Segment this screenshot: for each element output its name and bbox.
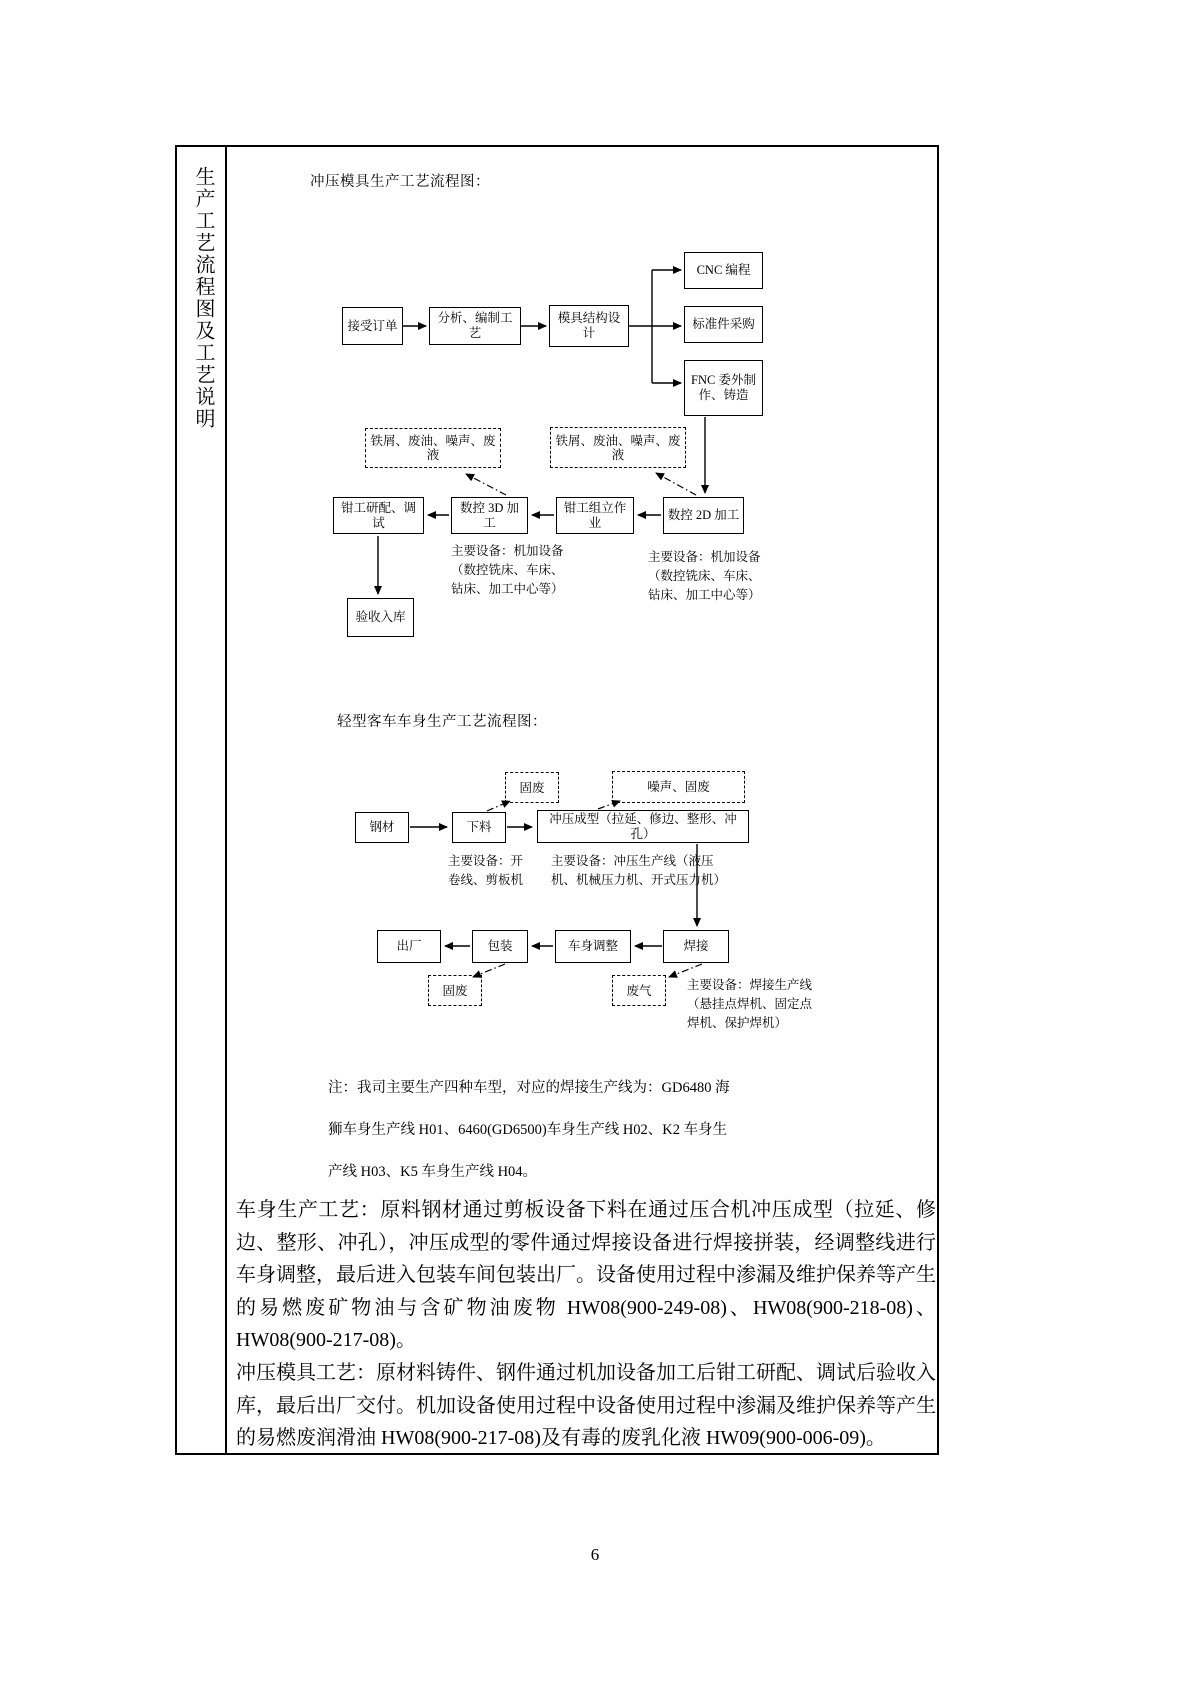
fc2-node-packing: 包装 [472, 930, 528, 963]
fc2-waste-noise-solid: 噪声、固废 [612, 771, 745, 803]
note-line-3: 产线 H03、K5 车身生产线 H04。 [328, 1164, 538, 1180]
page-number: 6 [590, 1545, 600, 1564]
fc2-node-body-adjust: 车身调整 [555, 930, 631, 963]
fc2-title: 轻型客车车身生产工艺流程图： [337, 714, 547, 730]
fc1-node-cnc-2d-machining: 数控 2D 加工 [663, 497, 744, 534]
note-line-1: 注：我司主要生产四种车型，对应的焊接生产线为：GD6480 海 [328, 1080, 730, 1096]
fc1-node-fitter-assembly: 钳工组立作业 [556, 497, 634, 534]
fc1-node-fitter-match-debug: 钳工研配、调试 [333, 497, 424, 534]
fc2-node-welding: 焊接 [663, 930, 729, 963]
table-column-divider [225, 145, 227, 1455]
fc2-equipment-note-blanking: 主要设备：开卷线、剪板机 [448, 854, 524, 887]
fc2-waste-solid-packing: 固废 [428, 975, 482, 1006]
fc1-node-die-structure-design: 模具结构设计 [549, 305, 629, 347]
fc2-node-blanking: 下料 [452, 812, 506, 843]
fc1-node-cnc-3d-machining: 数控 3D 加工 [451, 497, 528, 534]
fc2-node-shipping: 出厂 [377, 930, 441, 963]
body-paragraph-die-process: 冲压模具工艺：原材料铸件、钢件通过机加设备加工后钳工研配、调试后验收入库，最后出厂交付。机加设备使用过程中设备使用过程中渗漏及维护保养等产生的易燃废润滑油 HW08(900-217-08)及有毒的废乳化液 HW09(900-006-09)。 [236, 1361, 936, 1450]
fc1-node-cnc-programming: CNC 编程 [684, 252, 763, 289]
fc2-waste-solid-blanking: 固废 [505, 772, 559, 803]
fc1-equipment-note-2d: 主要设备：机加设备（数控铣床、车床、钻床、加工中心等） [648, 550, 761, 602]
fc2-node-stamping: 冲压成型（拉延、修边、整形、冲孔） [537, 810, 749, 843]
body-paragraph-body-process: 车身生产工艺：原料钢材通过剪板设备下料在通过压合机冲压成型（拉延、修边、整形、冲孔），冲压成型的零件通过焊接设备进行焊接拼装，经调整线进行车身调整，最后进入包装车间包装出厂。设备使用过程中渗漏及维护保养等产生的易燃废矿物油与含矿物油废物 HW08(900-249-08)、HW08(900-218-08)、HW08(900-217-08)。 [236, 1199, 936, 1352]
note-line-2: 狮车身生产线 H01、6460(GD6500)车身生产线 H02、K2 车身生 [328, 1122, 728, 1138]
fc1-node-receive-order: 接受订单 [342, 307, 403, 345]
fc1-title: 冲压模具生产工艺流程图： [310, 174, 490, 190]
fc1-node-standard-parts-purchase: 标准件采购 [684, 306, 763, 343]
fc1-node-inspect-warehouse: 验收入库 [347, 598, 414, 637]
fc2-equipment-note-stamping: 主要设备：冲压生产线（液压机、机械压力机、开式压力机） [551, 854, 727, 887]
fc1-node-fnc-outsourcing-casting: FNC 委外制作、铸造 [684, 360, 763, 416]
body-text [236, 1194, 936, 1455]
sidebar-vertical-title: 生产工艺流程图及工艺说明 [192, 166, 214, 430]
fc1-waste-box-right: 铁屑、废油、噪声、废液 [550, 427, 686, 468]
fc1-node-analyze-process: 分析、编制工艺 [429, 307, 521, 345]
fc1-waste-box-left: 铁屑、废油、噪声、废液 [365, 428, 501, 468]
fc2-equipment-note-welding: 主要设备：焊接生产线（悬挂点焊机、固定点焊机、保护焊机） [687, 978, 813, 1030]
fc1-equipment-note-3d: 主要设备：机加设备（数控铣床、车床、钻床、加工中心等） [451, 544, 564, 596]
fc2-waste-gas-welding: 废气 [612, 975, 666, 1006]
fc2-node-steel: 钢材 [355, 812, 409, 843]
